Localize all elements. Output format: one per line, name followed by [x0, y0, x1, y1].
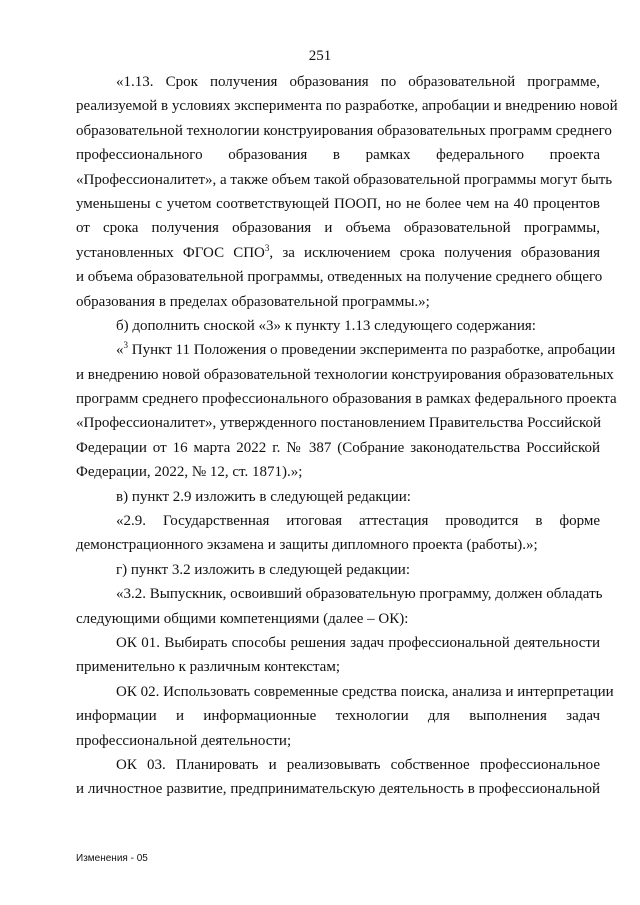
- text-line: [76, 241, 600, 265]
- page-number: 251: [308, 48, 332, 64]
- text-line: [76, 290, 600, 314]
- text-line: [76, 436, 600, 460]
- line-text: от срока получения образования и объема образовательной программы,: [76, 220, 600, 237]
- line-text: и объема образовательной программы, отведенных на получение среднего общего: [76, 269, 603, 286]
- line-text: профессионального образования в рамках федерального проекта: [76, 147, 600, 164]
- text-line: [76, 216, 600, 240]
- text-line: [76, 533, 600, 557]
- line-text: «: [116, 342, 124, 359]
- line-text: и внедрению новой образовательной технологии конструирования образовательных: [76, 366, 614, 383]
- text-line: [76, 143, 600, 167]
- line-text: «Профессионалитет», утвержденного постановлением Правительства Российской: [76, 415, 601, 432]
- line-text: уменьшены с учетом соответствующей ПООП, но не более чем на 40 процентов: [76, 195, 600, 212]
- text-line: [76, 680, 614, 704]
- text-line: [76, 119, 612, 143]
- line-text: информации и информационные технологии для выполнения задач: [76, 708, 600, 725]
- text-line: [76, 631, 600, 655]
- text-line: [76, 655, 600, 679]
- text-line: [76, 777, 600, 801]
- text-line: [76, 558, 600, 582]
- line-text: ОК 03. Планировать и реализовывать собственное профессиональное: [116, 756, 600, 773]
- line-text: ОК 01. Выбирать способы решения задач профессиональной деятельности: [116, 634, 600, 651]
- text-line: [76, 411, 600, 435]
- text-line: [76, 753, 600, 777]
- line-text: б) дополнить сноской «3» к пункту 1.13 следующего содержания:: [116, 317, 536, 334]
- line-text: следующими общими компетенциями (далее – ОК):: [76, 610, 409, 627]
- text-line: [76, 94, 618, 118]
- footnote-marker: 3: [264, 242, 270, 253]
- line-text: установленных ФГОС СПО: [76, 244, 265, 261]
- line-text: программ среднего профессионального образования в рамках федерального проекта: [76, 391, 617, 408]
- text-line: [76, 387, 617, 411]
- document-body: [76, 70, 618, 802]
- text-line: [76, 509, 600, 533]
- line-text: «Профессионалитет», а также объем такой образовательной программы могут быть: [76, 171, 613, 188]
- text-line: [76, 607, 600, 631]
- line-text: в) пункт 2.9 изложить в следующей редакции:: [116, 488, 411, 505]
- line-text: «3.2. Выпускник, освоивший образовательную программу, должен обладать: [116, 586, 603, 603]
- line-text: реализуемой в условиях эксперимента по разработке, апробации и внедрению новой: [76, 98, 618, 115]
- line-text-continued: Пункт 11 Положения о проведении эксперимента по разработке, апробации: [128, 342, 616, 359]
- text-line: [76, 582, 603, 606]
- text-line: [76, 338, 616, 362]
- line-text: профессиональной деятельности;: [76, 732, 292, 749]
- text-line: [76, 192, 600, 216]
- line-text: образовательной технологии конструирования образовательных программ среднего: [76, 122, 612, 139]
- line-text: «2.9. Государственная итоговая аттестация проводится в форме: [116, 513, 600, 530]
- line-text: образования в пределах образовательной программы.»;: [76, 293, 430, 310]
- line-text: применительно к различным контекстам;: [76, 659, 340, 676]
- text-line: [76, 460, 600, 484]
- text-line: [76, 168, 613, 192]
- line-text: Федерации, 2022, № 12, ст. 1871).»;: [76, 464, 303, 481]
- text-line: [76, 265, 603, 289]
- line-text: и личностное развитие, предпринимательскую деятельность в профессиональной: [76, 781, 600, 798]
- text-line: [76, 70, 600, 94]
- line-text-continued: , за исключением срока получения образования: [269, 244, 600, 261]
- text-line: [76, 314, 600, 338]
- line-text: «1.13. Срок получения образования по образовательной программе,: [116, 74, 600, 90]
- footer-note: Изменения - 05: [76, 853, 148, 864]
- text-line: [76, 485, 600, 509]
- line-text: ОК 02. Использовать современные средства поиска, анализа и интерпретации: [116, 683, 614, 700]
- text-line: [76, 363, 614, 387]
- line-text: г) пункт 3.2 изложить в следующей редакции:: [116, 561, 410, 578]
- text-line: [76, 704, 600, 728]
- line-text: демонстрационного экзамена и защиты дипломного проекта (работы).»;: [76, 537, 538, 554]
- line-text: Федерации от 16 марта 2022 г. № 387 (Собрание законодательства Российской: [76, 439, 600, 456]
- text-line: [76, 729, 600, 753]
- footnote-marker: 3: [123, 340, 128, 351]
